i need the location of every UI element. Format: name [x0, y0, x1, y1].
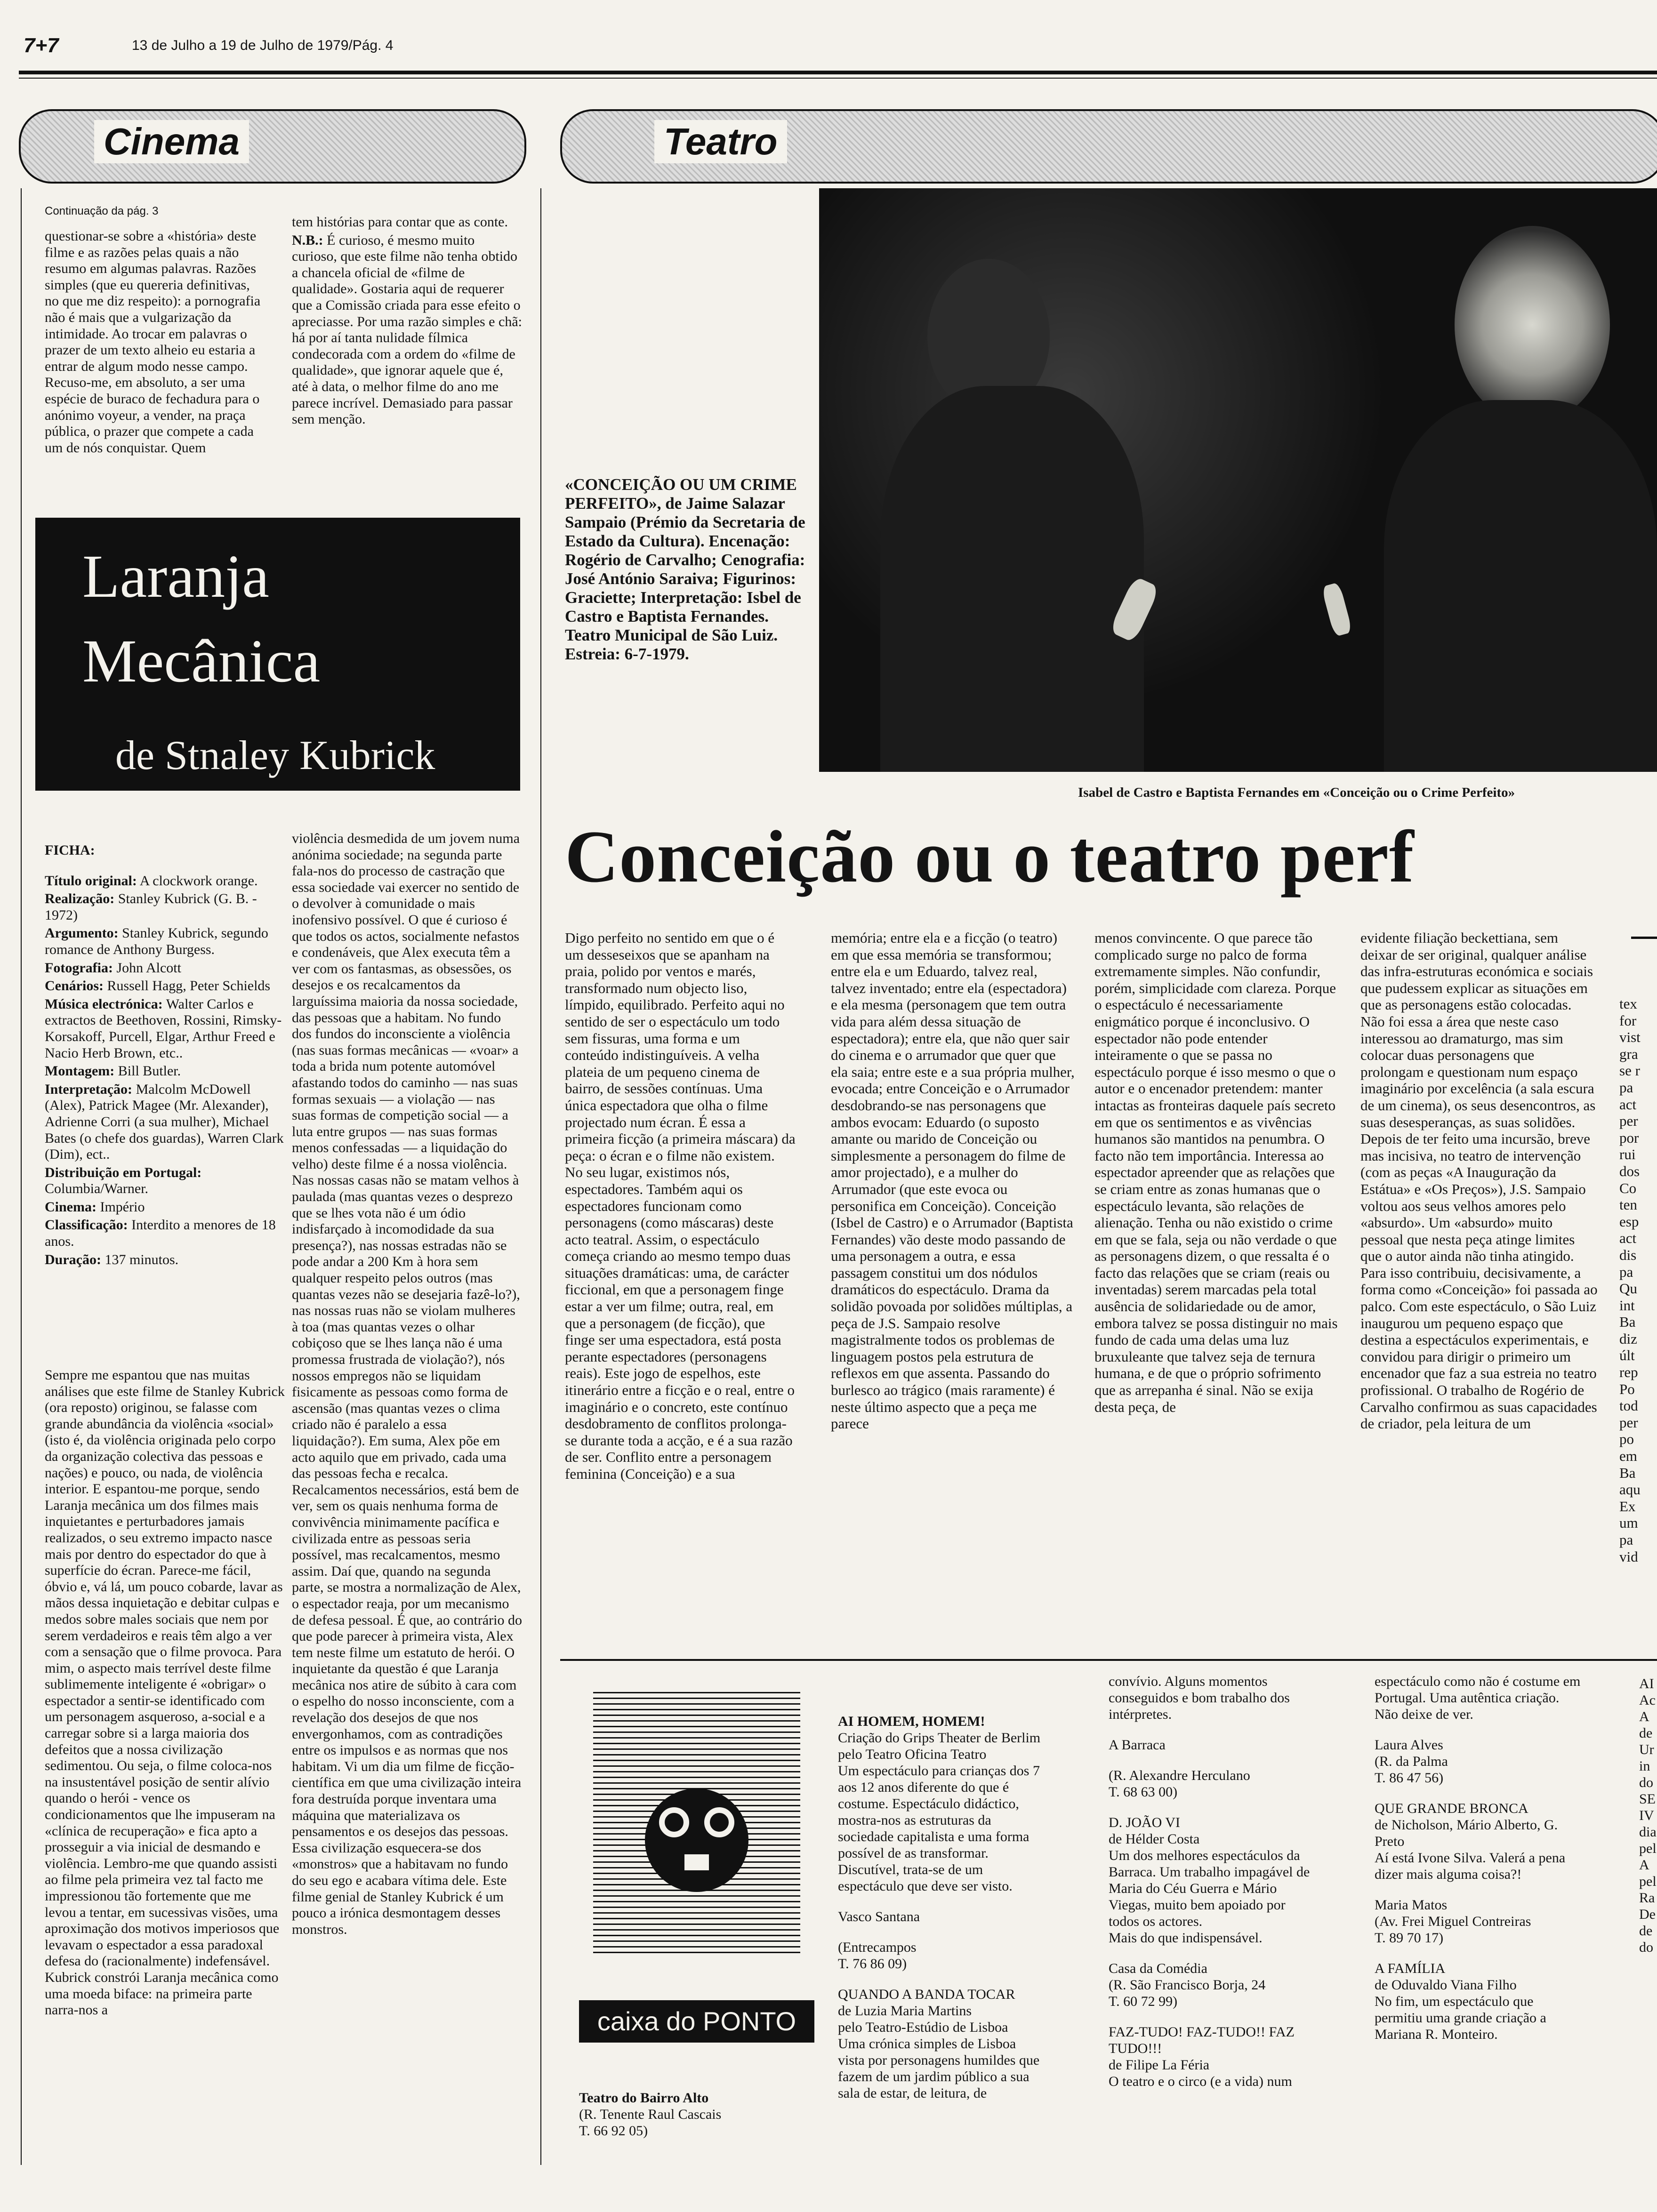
text-fragment: per — [1619, 1113, 1638, 1130]
text-fragment: SE — [1639, 1791, 1656, 1807]
listing-line: Um espectáculo para crianças dos 7 — [838, 1763, 1040, 1779]
ficha-field-label: Cinema: — [45, 1199, 97, 1215]
listing-line: FAZ-TUDO! FAZ-TUDO!! FAZ — [1109, 2024, 1295, 2040]
listing-entry — [1109, 1960, 1353, 2010]
caixa-do-ponto-ad — [579, 1675, 814, 2066]
text-fragment: últ — [1619, 1347, 1635, 1364]
listing-line: Uma crónica simples de Lisboa — [838, 2036, 1016, 2052]
listing-line: vista por personagens humildes que — [838, 2052, 1040, 2068]
listing-line: Portugal. Uma autêntica criação. — [1375, 1690, 1560, 1706]
ficha-field-value: Stanley Kubrick, segundo romance de Anthony Burgess. — [45, 925, 268, 957]
ficha-field-value: Stanley Kubrick (G. B. - 1972) — [45, 891, 257, 923]
ficha-label: FICHA: — [45, 842, 95, 858]
paragraph: Sempre me espantou que nas muitas análises que este filme de Stanley Kubrick (ora reposto) originou, se falasse com grande abundância da violência «social» (isto é, da violência originada pelo corpo da organização colectiva das pessoas e nações) e pouco, ou nada, de violência interior. E espantou-me porque, sendo Laranja mecânica um dos filmes mais inquietantes e perturbadores jamais realizados, o seu extremo impacto nasce mais por dentro do espectador do que à superfície do écran. Parece-me fácil, óbvio e, vá lá, um pouco cobarde, lavar as mãos dessa inquietação e debitar culpas e medos sobre males sociais que nem por serem verdadeiros e reais têm algo a ver com a sensação que o filme provoca. Para mim, o aspecto mais terrível deste filme sublimemente inteligente é «obrigar» o espectador a sentir-se identificado com um personagem asqueroso, a-social e a carregar sobre si a larga maioria dos defeitos que a nossa civilização sedimentou. Ou seja, o filme coloca-nos na insustentável posição de sentir alívio quando o herói - vence os condicionamentos que lhe impuseram na «clínica de recuperação» e fica apto a prosseguir a via inicial de desmando e violência. Lembro-me que quando assisti ao filme pela primeira vez tal facto me impressionou tão fortemente que me levou a tentar, em sucessivas visões, uma aproximação dos motivos imperiosos que levavam o espectador a essa paradoxal defesa do (racionalmente) indefensável. Kubrick constrói Laranja mecânica como uma moeda biface: na primeira parte narra-nos a — [45, 1367, 285, 2018]
listing-line: aos 12 anos diferente do que é — [838, 1779, 1009, 1795]
listing-line: T. 66 92 05) — [579, 2123, 648, 2139]
ad-brand: caixa do PONTO — [579, 2000, 814, 2043]
text-fragment: rui — [1619, 1146, 1636, 1163]
ficha-row — [45, 960, 285, 977]
mask-face-icon — [645, 1788, 748, 1892]
paragraph: Digo perfeito no sentido em que o é um desseseixos que se apanham na praia, polido por ventos e marés, transformado num objecto liso, límpido, equilibrado. Perfeito aqui no sentido de ser o espectáculo um todo sem fissuras, uma forma e um conteúdo indistinguíveis. A velha plateia de um pequeno cinema de bairro, de sessões contínuas. Uma única espectadora que olha o filme projectado num écran. É essa a primeira ficção (a primeira máscara) da peça: o écran e o filme não existem. No seu lugar, existimos nós, espectadores. Também aqui os espectadores funcionam como personagens (como máscaras) deste acto teatral. Assim, o espectáculo começa criando ao mesmo tempo duas situações dramáticas: uma, de carácter ficcional, em que a personagem finge estar a ver um filme; outra, real, em que a personagem (de ficção), que finge ser uma espectadora, está posta perante espectadores (personagens reais). Este jogo de espelhos, este itinerário entre a ficção e o real, entre o imaginário e o concreto, este contínuo desdobramento de conflitos prolonga-se durante toda a acção, e é a sua razão de ser. Conflito entre a personagem feminina (Conceição) e a sua — [565, 930, 796, 1482]
text-fragment: A — [1639, 1709, 1649, 1724]
paragraph: violência desmedida de um jovem numa anónima sociedade; na segunda parte fala-nos do processo de castração que essa sociedade vai exercer no sentido de o devolver à comunidade o mais inofensivo possível. O que é curioso é que todos os actos, socialmente nefastos e condenáveis, que Alex executa têm a ver com os fantasmas, as obsessões, os desejos e os recalcamentos da larguíssima maioria da nossa sociedade, das pessoas que a habitam. No fundo dos fundos do inconsciente a violência (nas suas formas mecânicas — «voar» a toda a brida num potente automóvel afastando todos do caminho — nas suas formas sexuais — a violação — nas suas formas de competição social — a luta entre grupos — nas suas formas menos confessadas — a liquidação do velho) deste filme é a nossa violência. Nas nossas casas não se matam velhos à paulada (mas quantas vezes o desprezo que se lhes vota não é um ódio indisfarçado à incomodidade da sua presença?), nas nossas estradas não se pode andar a 200 Km à hora sem qualquer respeito pelos outros (mas quantas vezes não se desejaria fazê-lo?), nas nossas ruas não se violam mulheres à toa (mas quantas vezes o olhar cobiçoso que se lhes lança não é uma promessa frustrada de violação?), nós nossos empregos não se liquidam fisicamente as pessoas como forma de ascensão (mas quantas vezes o clima criado não é paralelo a essa liquidação?). Em suma, Alex põe em acto aquilo que em privado, cada uma das pessoas fecha e recalca. Recalcamentos necessários, está bem de ver, sem os quais nenhuma forma de convivência minimamente pacífica e civilizada entre as pessoas seria possível, mas recalcamentos, mesmo assim. Daí que, quando na segunda parte, se mostra a normalização de Alex, o espectador reaja, por um mecanismo de defesa pessoal. É que, ao contrário do que pode parecer à primeira vista, Alex tem neste filme um estatuto de herói. O inquietante da questão é que Laranja mecânica nos atire de súbito à cara com o espelho do nosso inconsciente, com a revelação dos desejos de que nos envergonhamos, com as contradições entre os impulsos e as normas que nos habitam. Vi um dia um filme de ficção-científica em que uma civilização inteira fora destruída porque inventara uma máquina que materializava os pensamentos e os desejos das pessoas. Essa civilização esquecera-se dos «monstros» que a habitavam no fundo do seu ego e acabara vítima dele. Este filme genial de Stanley Kubrick é um pouco a irónica desmontagem desses monstros. — [292, 831, 522, 1937]
listing-line: espectáculo que deve ser visto. — [838, 1878, 1013, 1894]
text-fragment: po — [1619, 1431, 1634, 1448]
hand-highlight — [1321, 582, 1352, 637]
text-fragment: dis — [1619, 1246, 1637, 1263]
text-fragment: vist — [1619, 1029, 1641, 1046]
listing-line: (R. São Francisco Borja, 24 — [1109, 1977, 1266, 1993]
ficha-row — [45, 873, 285, 890]
listing-line: TUDO!!! — [1109, 2041, 1162, 2056]
ficha-field-value: Interdito a menores de 18 anos. — [45, 1217, 276, 1250]
listing-group — [1639, 1675, 1657, 1956]
ficha-field-value: Russell Hagg, Peter Schields — [107, 978, 271, 994]
masthead-logo: 7+7 — [24, 34, 59, 57]
listing-group — [838, 1713, 1083, 2101]
cinema-body-left — [45, 1367, 285, 2210]
listing-line: No fim, um espectáculo que — [1375, 1994, 1534, 2009]
listing-line: sala de estar, de leitura, de — [838, 2085, 987, 2101]
listing-line: Barraca. Um trabalho impagável de — [1109, 1864, 1310, 1880]
text-fragment: do — [1639, 1940, 1653, 1955]
listing-line: dizer mais alguma coisa?! — [1375, 1867, 1522, 1882]
ficha-field-label: Realização: — [45, 891, 115, 907]
listing-entry — [1109, 1673, 1353, 1723]
column-divider — [540, 188, 541, 2165]
text-fragment: pa — [1619, 1263, 1633, 1280]
text-fragment: dos — [1619, 1162, 1640, 1179]
left-edge-rule — [21, 188, 22, 2165]
listing-line: QUE GRANDE BRONCA — [1375, 1801, 1528, 1816]
listing-line: T. 76 86 09) — [838, 1956, 907, 1972]
credits-text: «CONCEIÇÃO OU UM CRIME PERFEITO», de Jaime Salazar Sampaio (Prémio da Secretaria de Estado da Cultura). Encenação: Rogério de Carvalho; Cenografia: José António Saraiva; Figurinos: Graciette; Interpretação: Isbel de Castro e Baptista Fernandes. Teatro Municipal de São Luiz. Estreia: 6-7-1979. — [565, 475, 805, 663]
listing-title: AI HOMEM, HOMEM! — [838, 1714, 985, 1729]
listing-line: Um dos melhores espectáculos da — [1109, 1848, 1300, 1863]
ficha-field-label: Música electrónica: — [45, 996, 163, 1012]
ficha-field-label: Título original: — [45, 873, 137, 889]
listing-line: (Entrecampos — [838, 1940, 917, 1955]
dateline: 13 de Julho a 19 de Julho de 1979/Pág. 4 — [132, 38, 394, 53]
listing-line: T. 60 72 99) — [1109, 1994, 1178, 2009]
listing-line: sociedade capitalista e uma forma — [838, 1829, 1030, 1844]
listings-col-e — [1639, 1675, 1657, 2203]
text-fragment: act — [1619, 1230, 1637, 1247]
cinema-intro-left — [45, 228, 266, 492]
ficha-list — [45, 873, 285, 1268]
ficha-field-value: Bill Butler. — [118, 1063, 181, 1079]
text-fragment: int — [1619, 1297, 1635, 1314]
text-fragment: Co — [1619, 1179, 1637, 1196]
listing-entry — [1109, 1767, 1353, 1800]
text-fragment: de — [1639, 1923, 1653, 1939]
text-fragment: De — [1639, 1907, 1656, 1922]
listing-line: fazem de um jardim público a sua — [838, 2069, 1030, 2084]
text-fragment: se r — [1619, 1062, 1640, 1079]
ficha-field-value: A clockwork orange. — [139, 873, 258, 889]
play-credits — [565, 475, 810, 725]
listing-line: (R. Alexandre Herculano — [1109, 1768, 1250, 1783]
ficha-field-value: Malcolm McDowell (Alex), Patrick Magee (Mr. Alexander), Adrienne Corri (a sua mulher), Michael Bates (o chefe dos guardas), Warren Clark (Dim), ect.. — [45, 1081, 284, 1162]
listing-line: Preto — [1375, 1834, 1405, 1849]
text-fragment: esp — [1619, 1213, 1639, 1230]
listings-rule — [560, 1659, 1657, 1661]
listing-line: O teatro e o circo (e a vida) num — [1109, 2074, 1292, 2089]
listing-line: (R. Tenente Raul Cascais — [579, 2107, 722, 2122]
cinema-body-right — [292, 831, 523, 2210]
ficha-field-label: Fotografia: — [45, 960, 113, 976]
listing-line: T. 89 70 17) — [1375, 1930, 1444, 1946]
ficha-field-label: Cenários: — [45, 978, 104, 994]
listing-line: T. 68 63 00) — [1109, 1784, 1178, 1800]
text-fragment: Ba — [1619, 1464, 1636, 1481]
listing-line: Vasco Santana — [838, 1909, 920, 1924]
listing-entry — [1375, 1737, 1619, 1786]
listing-line: Não deixe de ver. — [1375, 1707, 1473, 1722]
listing-line: de Nicholson, Mário Alberto, G. — [1375, 1817, 1558, 1833]
headline: Conceição ou o teatro perf — [565, 816, 1415, 898]
listing-line: permitiu uma grande criação a — [1375, 2010, 1546, 2026]
listing-line: Criação do Grips Theater de Berlim — [838, 1730, 1041, 1746]
text-fragment: Ra — [1639, 1890, 1655, 1906]
listing-line: de Hélder Costa — [1109, 1831, 1200, 1847]
paragraph: tem histórias para contar que as conte. — [292, 214, 508, 230]
photo-caption: Isabel de Castro e Baptista Fernandes em «Conceição ou o Crime Perfeito» — [1078, 785, 1515, 800]
text-fragment: do — [1639, 1775, 1653, 1790]
actor-figure-left-body — [880, 386, 1144, 772]
paragraph: questionar-se sobre a «história» deste filme e as razões pelas quais a não resumo em algumas palavras. Razões simples (que eu quereria definitivas, no que me diz respeito): a pornografia não é mais que a vulgarização da intimidade. Ao trocar em palavras o prazer de um texto alheio eu estaria a entrar de algum modo nesse campo. Recuso-me, em absoluto, a ser uma espécie de buraco de fechadura para o anónimo voyeur, a vender, na praça pública, o prazer que compete a cada um de nós conquistar. Quem — [45, 228, 261, 456]
text-fragment: ten — [1619, 1196, 1637, 1213]
cinema-intro-right — [292, 214, 523, 497]
text-fragment: AI — [1639, 1676, 1654, 1691]
listing-line: pelo Teatro Oficina Teatro — [838, 1747, 987, 1762]
teatro-col-4 — [1360, 930, 1598, 1645]
teatro-col-5 — [1619, 995, 1657, 1645]
text-fragment: pa — [1619, 1079, 1633, 1096]
listing-line: (Av. Frei Miguel Contreiras — [1375, 1914, 1531, 1929]
text-fragment: tex — [1619, 995, 1637, 1012]
listings-col-b — [838, 1713, 1083, 2203]
ficha-row — [45, 891, 285, 923]
truncated-column — [1619, 995, 1657, 1565]
text-fragment: Ac — [1639, 1692, 1656, 1708]
text-fragment: for — [1619, 1012, 1637, 1029]
listings-col-c — [1109, 1673, 1353, 2203]
listing-entry — [838, 1713, 1083, 1894]
header-rule — [19, 71, 1657, 74]
listing-line: pelo Teatro-Estúdio de Lisboa — [838, 2020, 1008, 2035]
listing-group — [1109, 1673, 1353, 2090]
cinema-section-title: Cinema — [94, 120, 249, 163]
teatro-col-rule — [1631, 937, 1657, 939]
text-fragment: por — [1619, 1129, 1639, 1146]
listing-line: Maria do Céu Guerra e Mário — [1109, 1881, 1277, 1896]
listing-line: Laura Alves — [1375, 1737, 1443, 1753]
listing-line: QUANDO A BANDA TOCAR — [838, 1987, 1015, 2002]
listing-line: de Filipe La Féria — [1109, 2057, 1210, 2073]
listing-entry — [1375, 1960, 1619, 2043]
ficha-row — [45, 1217, 285, 1250]
text-fragment: Qu — [1619, 1280, 1637, 1297]
text-fragment: um — [1619, 1515, 1638, 1531]
header-rule-thin — [19, 78, 1657, 79]
actor-figure-right — [1455, 226, 1610, 424]
listing-line: Maria Matos — [1375, 1897, 1448, 1913]
paragraph — [292, 232, 523, 428]
listing-group — [1375, 1673, 1619, 2043]
text-fragment: Po — [1619, 1380, 1635, 1397]
ficha-row — [45, 1082, 285, 1163]
listing-line: Casa da Comédia — [1109, 1961, 1207, 1976]
listing-line: A FAMÍLIA — [1375, 1961, 1446, 1976]
listing-line: mostra-nos as estruturas da — [838, 1812, 991, 1828]
listing-title: Teatro do Bairro Alto — [579, 2090, 709, 2106]
paragraph: menos convincente. O que parece tão complicado surge no palco de forma extremamente simples. Não confundir, porém, simplicidade com clareza. Porque o espectáculo é necessariamente enigmático porque é inconclusivo. O espectador não pode entender inteiramente o que se passa no espectáculo porque é isso mesmo o que o autor e o encenador pretendem: manter intactas as fronteiras daquele país secreto em que os sentimentos e as vivências humanos são mantidos na penumbra. O facto não tem importância. Interessa ao espectador apreender que as relações que se criam entre as zonas humanas que o espectáculo levanta, são relações de alienação. Tenha ou não existido o crime em que se fala, seja ou não verdade o que as personagens dizem, o que ressalta é o facto das relações que se criam (reais ou inventadas) serem marcadas pela total ausência de solidariedade ou de amor, embora talvez se possa distinguir no mais fundo de cada uma delas uma luz bruxuleante que talvez seja de ternura humana, e de que o próprio sofrimento que as arrepanha é sinal. Não se exija desta peça, de — [1094, 930, 1338, 1415]
listing-line: espectáculo como não é costume em — [1375, 1674, 1581, 1689]
text-fragment: A — [1639, 1857, 1649, 1873]
listing-entry — [838, 1908, 1083, 1925]
ficha-field-label: Classificação: — [45, 1217, 128, 1233]
stage-photo — [819, 188, 1657, 772]
film-title-line2: Mecânica — [82, 627, 321, 695]
ficha-row — [45, 1165, 285, 1197]
text-fragment: act — [1619, 1096, 1637, 1113]
ficha-field-label: Distribuição em Portugal: — [45, 1164, 202, 1180]
text-fragment: Ex — [1619, 1498, 1636, 1515]
listing-line: todos os actores. — [1109, 1914, 1203, 1929]
listing-line: Mariana R. Monteiro. — [1375, 2027, 1498, 2042]
listing-line: A Barraca — [1109, 1737, 1166, 1753]
ficha-row — [45, 996, 285, 1061]
ficha-field-value: John Alcott — [116, 960, 181, 976]
teatro-section-title: Teatro — [654, 120, 787, 163]
listing-entry — [838, 1939, 1083, 1972]
listing-entry — [1109, 1737, 1353, 1753]
listing-line: D. JOÃO VI — [1109, 1815, 1180, 1830]
film-title-box — [35, 518, 520, 791]
listings-col-d — [1375, 1673, 1619, 2203]
ficha-row — [45, 925, 285, 958]
ficha-row — [45, 1199, 285, 1216]
nb-text: É curioso, é mesmo muito curioso, que este filme não tenha obtido a chancela oficial de «filme de qualidade». Gostaria aqui de requerer que a Comissão criada para esse efeito o apreciasse. Por uma razão simples e chã: há por aí tanta nulidade fílmica condecorada com a ordem do «filme de qualidade», que ignorar aquele que é, até à data, o melhor filme do ano me parece incrível. Demasiado para passar sem menção. — [292, 232, 522, 427]
listing-entry — [838, 1986, 1083, 2101]
listing-entry — [579, 2090, 814, 2139]
text-fragment: pel — [1639, 1841, 1657, 1856]
mask-eye-icon — [704, 1807, 734, 1837]
text-fragment: dia — [1639, 1824, 1657, 1840]
listing-entry — [1375, 1897, 1619, 1946]
text-fragment: Ur — [1639, 1742, 1654, 1757]
text-fragment: vid — [1619, 1548, 1638, 1565]
text-fragment: de — [1639, 1725, 1653, 1741]
ficha-field-label: Argumento: — [45, 925, 119, 941]
nb-label: N.B.: — [292, 232, 323, 248]
ficha-field-label: Duração: — [45, 1251, 101, 1267]
teatro-col-3 — [1094, 930, 1339, 1645]
text-fragment: em — [1619, 1448, 1637, 1465]
ficha-field-label: Interpretação: — [45, 1081, 133, 1097]
text-fragment: gra — [1619, 1045, 1638, 1062]
ficha-row — [45, 1252, 285, 1268]
listing-line: conseguidos e bom trabalho dos — [1109, 1690, 1290, 1706]
continuation-note: Continuação da pág. 3 — [45, 205, 159, 217]
listing-entry — [1109, 1814, 1353, 1946]
listing-group — [579, 2090, 814, 2139]
mask-eye-icon — [659, 1807, 689, 1837]
ficha-row — [45, 1063, 285, 1080]
ficha-field-value: Columbia/Warner. — [45, 1181, 149, 1197]
listing-line: Discutível, trata-se de um — [838, 1862, 983, 1877]
text-fragment: diz — [1619, 1330, 1637, 1347]
listing-line: (R. da Palma — [1375, 1754, 1448, 1769]
listing-entry — [1375, 1673, 1619, 1723]
film-title-line1: Laranja — [82, 543, 269, 610]
text-fragment: aqu — [1619, 1481, 1641, 1498]
listings-col-a — [579, 2090, 814, 2203]
ficha-field-value: Walter Carlos e extractos de Beethoven, Rossini, Rimsky-Korsakoff, Purcell, Elgar, Arthur Freed e Nacio Herb Brown, etc.. — [45, 996, 282, 1061]
ficha-field-value: 137 minutos. — [105, 1251, 179, 1267]
text-fragment: tod — [1619, 1397, 1638, 1414]
text-fragment: IV — [1639, 1808, 1654, 1823]
text-fragment: in — [1639, 1758, 1650, 1774]
listing-line: de Luzia Maria Martins — [838, 2003, 972, 2019]
listing-line: convívio. Alguns momentos — [1109, 1674, 1268, 1689]
listing-line: Viegas, muito bem apoiado por — [1109, 1897, 1286, 1913]
listing-line: Aí está Ivone Silva. Valerá a pena — [1375, 1850, 1566, 1866]
ficha-block — [45, 842, 285, 1351]
listing-line: costume. Espectáculo didáctico, — [838, 1796, 1019, 1811]
listing-line: possível de as transformar. — [838, 1845, 989, 1861]
listing-line: Mais do que indispensável. — [1109, 1930, 1263, 1946]
teatro-col-1 — [565, 930, 796, 1645]
ficha-row — [45, 978, 285, 994]
listing-entry — [1109, 2024, 1353, 2090]
listing-line: de Oduvaldo Viana Filho — [1375, 1977, 1517, 1993]
actor-figure-right-body — [1384, 400, 1657, 772]
ficha-field-value: Império — [100, 1199, 145, 1215]
text-fragment: pa — [1619, 1531, 1633, 1548]
text-fragment: rep — [1619, 1364, 1638, 1381]
ficha-field-label: Montagem: — [45, 1063, 115, 1079]
listing-line: T. 86 47 56) — [1375, 1770, 1444, 1786]
text-fragment: pel — [1639, 1874, 1657, 1889]
text-fragment: per — [1619, 1414, 1638, 1431]
listing-entry — [1375, 1800, 1619, 1883]
film-subtitle: de Stnaley Kubrick — [115, 733, 435, 778]
teatro-col-2 — [831, 930, 1076, 1645]
paragraph: memória; entre ela e a ficção (o teatro) em que essa memória se transformou; entre ela e um Eduardo, talvez real, talvez inventado; entre ela (espectadora) e ela mesma (personagem que tem outra vida para além dessa situação de espectadora); entre ela, que não quer sair do cinema e o arrumador que quer que ela saia; entre este e a sua própria mulher, evocada; entre Conceição e o Arrumador desdobrando-se nas personagens que ambos evocam: Eduardo (o suposto amante ou marido de Conceição ou simplesmente a personagem do filme de amor projectado), e a mulher do Arrumador (que este evoca ou personifica em Conceição). Conceição (Isbel de Castro) e o Arrumador (Baptista Fernandes) vão deste modo passando de uma personagem a outra, e essa passagem constitui um dos nódulos dramáticos do espectáculo. Drama da solidão povoada por solidões múltiplas, a peça de J.S. Sampaio resolve magistralmente todos os problemas de linguagem postos pela estrutura de reflexos em que assenta. Passando do burlesco ao trágico (mais raramente) é neste último aspecto que a peça me parece — [831, 930, 1075, 1432]
mask-mouth-icon — [684, 1854, 709, 1870]
paragraph: evidente filiação beckettiana, sem deixar de ser original, qualquer análise das infra-estruturas económica e sociais que pudessem explicar as situações em que as personagens estão colocadas. Não foi essa a área que neste caso interessou ao dramaturgo, mas sim colocar duas personagens que prolongam e questionam num espaço imaginário por excelência (a sala escura de um cinema), os seus desencontros, as suas desesperanças, as suas solidões. Depois de ter feito uma incursão, breve mas incisiva, no teatro de intervenção (com as peças «A Inauguração da Estátua» e «Os Preços»), J.S. Sampaio voltou aos seus velhos amores pelo «absurdo». Um «absurdo» muito pessoal que nesta peça atinge limites que o autor ainda não tinha atingido. Para isso contribuiu, decisivamente, a forma como «Conceição» foi passada ao palco. Com este espectáculo, o São Luiz inaugurou um pequeno espaço que destina a espectáculos experimentais, e convidou para dirigir o primeiro um encenador que faz a sua estreia no teatro profissional. O trabalho de Rogério de Carvalho confirmou as suas capacidades de criador, pela leitura de um — [1360, 930, 1598, 1432]
listing-line: intérpretes. — [1109, 1707, 1172, 1722]
text-fragment: Ba — [1619, 1314, 1636, 1330]
